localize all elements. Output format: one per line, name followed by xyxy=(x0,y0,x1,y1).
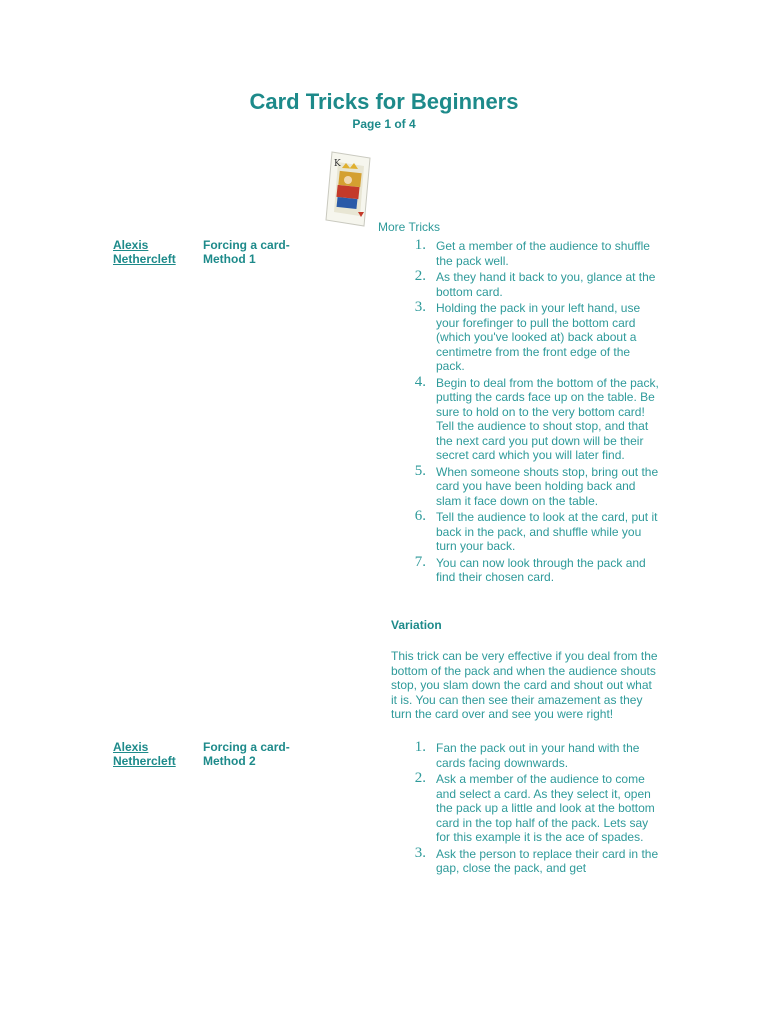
step-text: Fan the pack out in your hand with the cards facing downwards. xyxy=(436,741,640,770)
step-number: 3. xyxy=(414,844,426,861)
step-text: Ask a member of the audience to come and select a card. As they select it, open the pack up a little and look at the bottom card in the top half of the pack. Lets say for this example it is the ace of spades. xyxy=(436,772,655,844)
list-item xyxy=(404,772,660,845)
steps-list xyxy=(404,741,660,878)
step-number: 1. xyxy=(414,237,426,253)
svg-text:K: K xyxy=(334,159,341,169)
step-number: 6. xyxy=(414,508,426,524)
step-number: 3. xyxy=(414,299,426,315)
variation-heading: Variation xyxy=(391,618,442,632)
author-link[interactable]: Alexis Nethercleft xyxy=(113,238,176,266)
playing-card-king-icon xyxy=(324,150,376,230)
list-item xyxy=(404,510,660,554)
step-text: Tell the audience to look at the card, put it back in the pack, and shuffle while you turn your back. xyxy=(436,510,658,553)
trick-title: Forcing a card- Method 1 xyxy=(203,238,290,266)
step-text: When someone shouts stop, bring out the card you have been holding back and slam it face down on the table. xyxy=(436,464,659,508)
step-text: Holding the pack in your left hand, use your forefinger to pull the bottom card (which you've looked at) back about a centimetre from the front edge of the pack. xyxy=(436,301,641,373)
step-text: Begin to deal from the bottom of the pack, putting the cards face up on the table. Be sure to hold on to the very bottom card! Tell the audience to shout stop, and that the next card you put down will be their secret card which you will later find. xyxy=(436,375,659,462)
list-item xyxy=(404,741,660,770)
list-item xyxy=(404,301,660,374)
list-item xyxy=(404,239,660,268)
page-title: Card Tricks for Beginners xyxy=(249,89,519,114)
more-tricks-link[interactable]: More Tricks xyxy=(378,220,441,234)
step-text: Get a member of the audience to shuffle the pack well. xyxy=(436,239,650,268)
list-item xyxy=(404,462,660,509)
step-number: 2. xyxy=(414,268,426,284)
step-number: 4. xyxy=(414,373,426,390)
list-item xyxy=(404,373,660,463)
author-link[interactable]: Alexis Nethercleft xyxy=(113,740,176,768)
step-number: 5. xyxy=(414,462,426,479)
step-text: Ask the person to replace their card in the gap, close the pack, and get xyxy=(436,846,659,875)
step-text: As they hand it back to you, glance at the bottom card. xyxy=(436,270,656,299)
step-number: 2. xyxy=(414,770,426,786)
step-number: 7. xyxy=(414,553,426,570)
trick-title: Forcing a card- Method 2 xyxy=(203,740,290,768)
step-text: You can now look through the pack and find their chosen card. xyxy=(436,555,646,584)
list-item xyxy=(404,844,660,876)
step-number: 1. xyxy=(414,739,426,755)
steps-list xyxy=(404,239,660,587)
page-indicator: Page 1 of 4 xyxy=(352,117,416,131)
list-item xyxy=(404,270,660,299)
variation-text: This trick can be very effective if you deal from the bottom of the pack and when the audience shouts stop, you slam down the card and shout out what it is. You can then see their amazement as they turn the card over and see you were right! xyxy=(391,649,658,722)
list-item xyxy=(404,553,660,585)
